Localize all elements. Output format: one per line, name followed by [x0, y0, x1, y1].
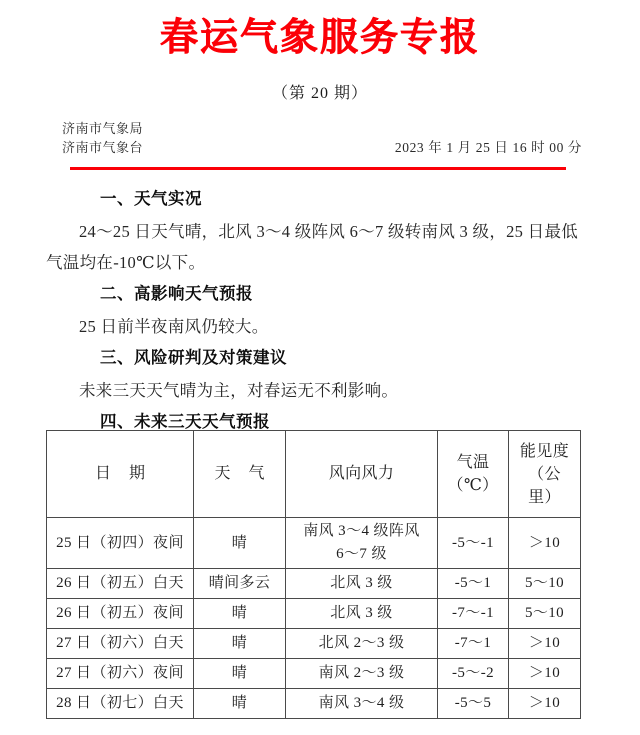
- column-header-visibility-line3: 里）: [528, 488, 561, 506]
- cell-date: 27 日（初六）夜间: [47, 659, 194, 689]
- cell-visibility: 5～10: [509, 569, 581, 599]
- section-2-heading: 二、高影响天气预报: [100, 284, 253, 303]
- issue-number: （第 20 期）: [271, 85, 368, 102]
- cell-date: 26 日（初五）夜间: [47, 599, 194, 629]
- bulletin-body: [0, 184, 640, 439]
- column-header-date-label: 日 期: [94, 465, 152, 482]
- section-high-impact-forecast: [0, 279, 640, 342]
- section-1-body: 24～25 日天气晴，北风 3～4 级阵风 6～7 级转南风 3 级，25 日最低气温均在-10℃以下。: [46, 222, 579, 272]
- cell-temperature: -5～-2: [438, 659, 509, 689]
- cell-wind: 北风 2～3 级: [286, 629, 438, 659]
- section-4-heading: 四、未来三天天气预报: [100, 412, 270, 431]
- org-bureau-line: 济南市气象局: [62, 121, 144, 136]
- column-header-temperature: [438, 431, 509, 518]
- table-header-row: [47, 431, 581, 518]
- issue-datetime: 2023 年 1 月 25 日 16 时 00 分: [394, 140, 582, 155]
- cell-temperature: -5～-1: [438, 518, 509, 569]
- table-row: [47, 689, 581, 719]
- cell-temperature: -5～1: [438, 569, 509, 599]
- cell-temperature: -7～1: [438, 629, 509, 659]
- cell-wind: 南风 3～4 级: [286, 689, 438, 719]
- cell-visibility: ＞10: [509, 518, 581, 569]
- cell-sky: 晴: [194, 659, 286, 689]
- cell-date: 26 日（初五）白天: [47, 569, 194, 599]
- three-day-forecast-table: [46, 430, 581, 719]
- cell-visibility: ＞10: [509, 629, 581, 659]
- section-3-heading: 三、风险研判及对策建议: [100, 348, 287, 367]
- table-row: [47, 659, 581, 689]
- cell-date: 27 日（初六）白天: [47, 629, 194, 659]
- table-row: [47, 518, 581, 569]
- column-header-wind: [286, 431, 438, 518]
- cell-visibility: ＞10: [509, 659, 581, 689]
- column-header-wind-label: 风向风力: [328, 465, 395, 482]
- page-title: 春运气象服务专报: [159, 15, 480, 59]
- table-row: [47, 569, 581, 599]
- masthead-divider: [70, 167, 566, 170]
- forecast-table-container: [46, 430, 580, 719]
- column-header-visibility-line1: 能见度: [519, 442, 570, 460]
- section-1-heading: 一、天气实况: [100, 189, 202, 208]
- table-row: [47, 629, 581, 659]
- cell-wind-line1: 南风 3～4 级阵风: [303, 523, 420, 539]
- cell-wind: 北风 3 级: [286, 569, 438, 599]
- section-3-body: 未来三天天气晴为主，对春运无不利影响。: [79, 381, 399, 400]
- section-weather-observation: [0, 184, 640, 278]
- table-row: [47, 599, 581, 629]
- section-risk-assessment: [0, 343, 640, 406]
- cell-temperature: -5～5: [438, 689, 509, 719]
- column-header-temperature-line1: 气温: [456, 454, 490, 471]
- cell-temperature: -7～-1: [438, 599, 509, 629]
- column-header-temperature-line2: （℃）: [447, 477, 499, 494]
- cell-sky: 晴: [194, 599, 286, 629]
- cell-sky: 晴间多云: [194, 569, 286, 599]
- cell-date: 28 日（初七）白天: [47, 689, 194, 719]
- section-2-body: 25 日前半夜南风仍较大。: [79, 317, 269, 336]
- cell-wind: 北风 3 级: [286, 599, 438, 629]
- cell-visibility: 5～10: [509, 599, 581, 629]
- column-header-visibility-line2: （公: [528, 465, 561, 483]
- cell-wind-line2: 6～7 级: [336, 546, 387, 562]
- org-observatory-line: 济南市气象台: [62, 140, 144, 155]
- cell-sky: 晴: [194, 689, 286, 719]
- cell-visibility: ＞10: [509, 689, 581, 719]
- cell-date: 25 日（初四）夜间: [47, 518, 194, 569]
- cell-wind: 南风 2～3 级: [286, 659, 438, 689]
- column-header-date: [47, 431, 194, 518]
- cell-wind: [286, 518, 438, 569]
- column-header-sky: [194, 431, 286, 518]
- cell-sky: 晴: [194, 629, 286, 659]
- column-header-visibility: [509, 431, 581, 518]
- issuing-organization: [62, 119, 143, 157]
- column-header-sky-label: 天 气: [214, 465, 272, 482]
- cell-sky: 晴: [194, 518, 286, 569]
